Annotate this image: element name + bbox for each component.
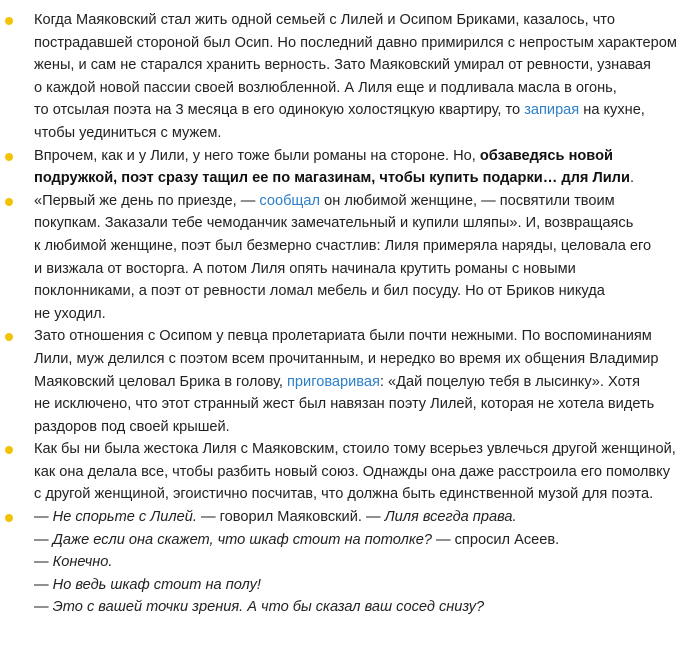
text-segment: — [34, 509, 53, 526]
text-line [34, 371, 674, 394]
text-line [34, 145, 674, 168]
text-segment: на кухне, [579, 102, 645, 119]
text-line [34, 416, 674, 439]
text-line [34, 212, 674, 235]
text-line [34, 190, 674, 213]
text-segment: — [34, 531, 53, 548]
bullet-paragraph [0, 145, 674, 190]
text-line [34, 99, 674, 122]
bullet-paragraph [0, 325, 674, 438]
text-segment: — [34, 576, 53, 593]
italic-quote: Это с вашей точки зрения. А что бы сказал ваш сосед снизу? [52, 599, 485, 616]
bold-text: подружкой, поэт сразу тащил ее по магазинам, чтобы купить подарки… для Лили [34, 170, 630, 187]
bullet-dot-icon [5, 198, 13, 206]
bold-text: обзаведясь новой [479, 147, 613, 164]
text-line [34, 32, 677, 55]
text-segment: — [34, 554, 53, 571]
text-line [34, 461, 674, 484]
text-line [34, 348, 674, 371]
text-segment: с другой женщиной, эгоистично посчитав, что должна быть единственной музой для поэта. [34, 486, 654, 503]
text-line [34, 303, 674, 326]
text-segment: о каждой новой пассии своей возлюбленной. А Лиля еще и подливала масла в огонь, [34, 79, 617, 96]
bullet-list [0, 9, 677, 619]
text-segment: поклонниками, а поэт от ревности ломал мебель и бил посуду. Но от Бриков никуда [34, 283, 605, 300]
text-segment: он любимой женщине, — посвятили твоим [320, 192, 615, 209]
source-link[interactable]: приговаривая [287, 373, 380, 390]
text-segment: «Первый же день по приезде, — [34, 192, 260, 209]
text-line [34, 9, 674, 32]
text-line [34, 438, 674, 461]
text-line [34, 574, 674, 597]
text-line [34, 529, 674, 552]
bullet-paragraph [0, 9, 677, 145]
text-segment: — спросил Асеев. [431, 531, 560, 548]
bullet-paragraph [0, 506, 674, 619]
text-segment: к любимой женщине, поэт был безмерно счастлив: Лиля примеряла наряды, целовала его [34, 237, 652, 254]
text-segment: то отсылая поэта на 3 месяца в его одинокую холостяцкую квартиру, то [34, 102, 525, 119]
text-segment: не исключено, что этот странный жест был навязан поэту Лилей, которая не хотела видеть [34, 396, 655, 413]
italic-quote: Конечно. [52, 554, 113, 571]
text-segment: : «Дай поцелую тебя в лысинку». Хотя [379, 373, 640, 390]
bullet-dot-icon [5, 514, 13, 522]
text-line [34, 325, 674, 348]
text-segment: — [34, 599, 53, 616]
text-segment: и визжала от восторга. А потом Лиля опять начинала крутить романы с новыми [34, 260, 576, 277]
text-line [34, 506, 674, 529]
text-line [34, 551, 674, 574]
text-segment: как она делала все, чтобы разбить новый союз. Однажды она даже расстроила его помолвку [34, 463, 671, 480]
italic-quote: Не спорьте с Лилей. [52, 509, 197, 526]
text-segment: покупкам. Заказали тебе чемоданчик замечательный и купили шляпы». И, возвращаясь [34, 215, 634, 232]
bullet-dot-icon [5, 17, 13, 25]
text-segment: Как бы ни была жестока Лиля с Маяковским, стоило тому всерьез увлечься другой женщиной, [34, 441, 676, 458]
text-line [34, 393, 674, 416]
text-line [34, 483, 674, 506]
bullet-dot-icon [5, 333, 13, 341]
text-segment: Маяковский целовал Брика в голову, [34, 373, 288, 390]
text-line [34, 258, 674, 281]
italic-quote: Даже если она скажет, что шкаф стоит на потолке? [52, 531, 432, 548]
text-segment: жены, и сам не старался хранить верность. Зато Маяковский умирал от ревности, узнавая [34, 57, 651, 74]
text-segment: Зато отношения с Осипом у певца пролетариата были почти нежными. По воспоминаниям [34, 328, 652, 345]
bullet-paragraph [0, 438, 674, 506]
text-line [34, 167, 674, 190]
source-link[interactable]: сообщал [259, 192, 321, 209]
source-link[interactable]: запирая [524, 102, 580, 119]
text-line [34, 235, 674, 258]
bullet-dot-icon [5, 153, 13, 161]
text-segment: Впрочем, как и у Лили, у него тоже были романы на стороне. Но, [34, 147, 480, 164]
bullet-paragraph [0, 190, 674, 326]
bullet-dot-icon [5, 446, 13, 454]
text-segment: чтобы уединиться с мужем. [34, 124, 222, 141]
text-segment: — говорил Маяковский. — [196, 509, 385, 526]
italic-quote: Лиля всегда права. [384, 509, 517, 526]
text-line [34, 280, 674, 303]
text-line [34, 77, 674, 100]
text-segment: не уходил. [34, 305, 106, 322]
text-segment: пострадавшей стороной был Осип. Но последний давно примирился с непростым характером [34, 34, 677, 51]
text-segment: Когда Маяковский стал жить одной семьей с Лилей и Осипом Бриками, казалось, что [34, 12, 615, 28]
text-segment: . [629, 170, 634, 187]
italic-quote: Но ведь шкаф стоит на полу! [52, 576, 261, 593]
text-segment: Лили, муж делился с поэтом всем прочитанным, и нередко во время их общения Владимир [34, 350, 659, 367]
text-line [34, 122, 674, 145]
text-line [34, 596, 674, 619]
text-segment: раздоров под своей крышей. [34, 418, 230, 435]
text-line [34, 54, 674, 77]
